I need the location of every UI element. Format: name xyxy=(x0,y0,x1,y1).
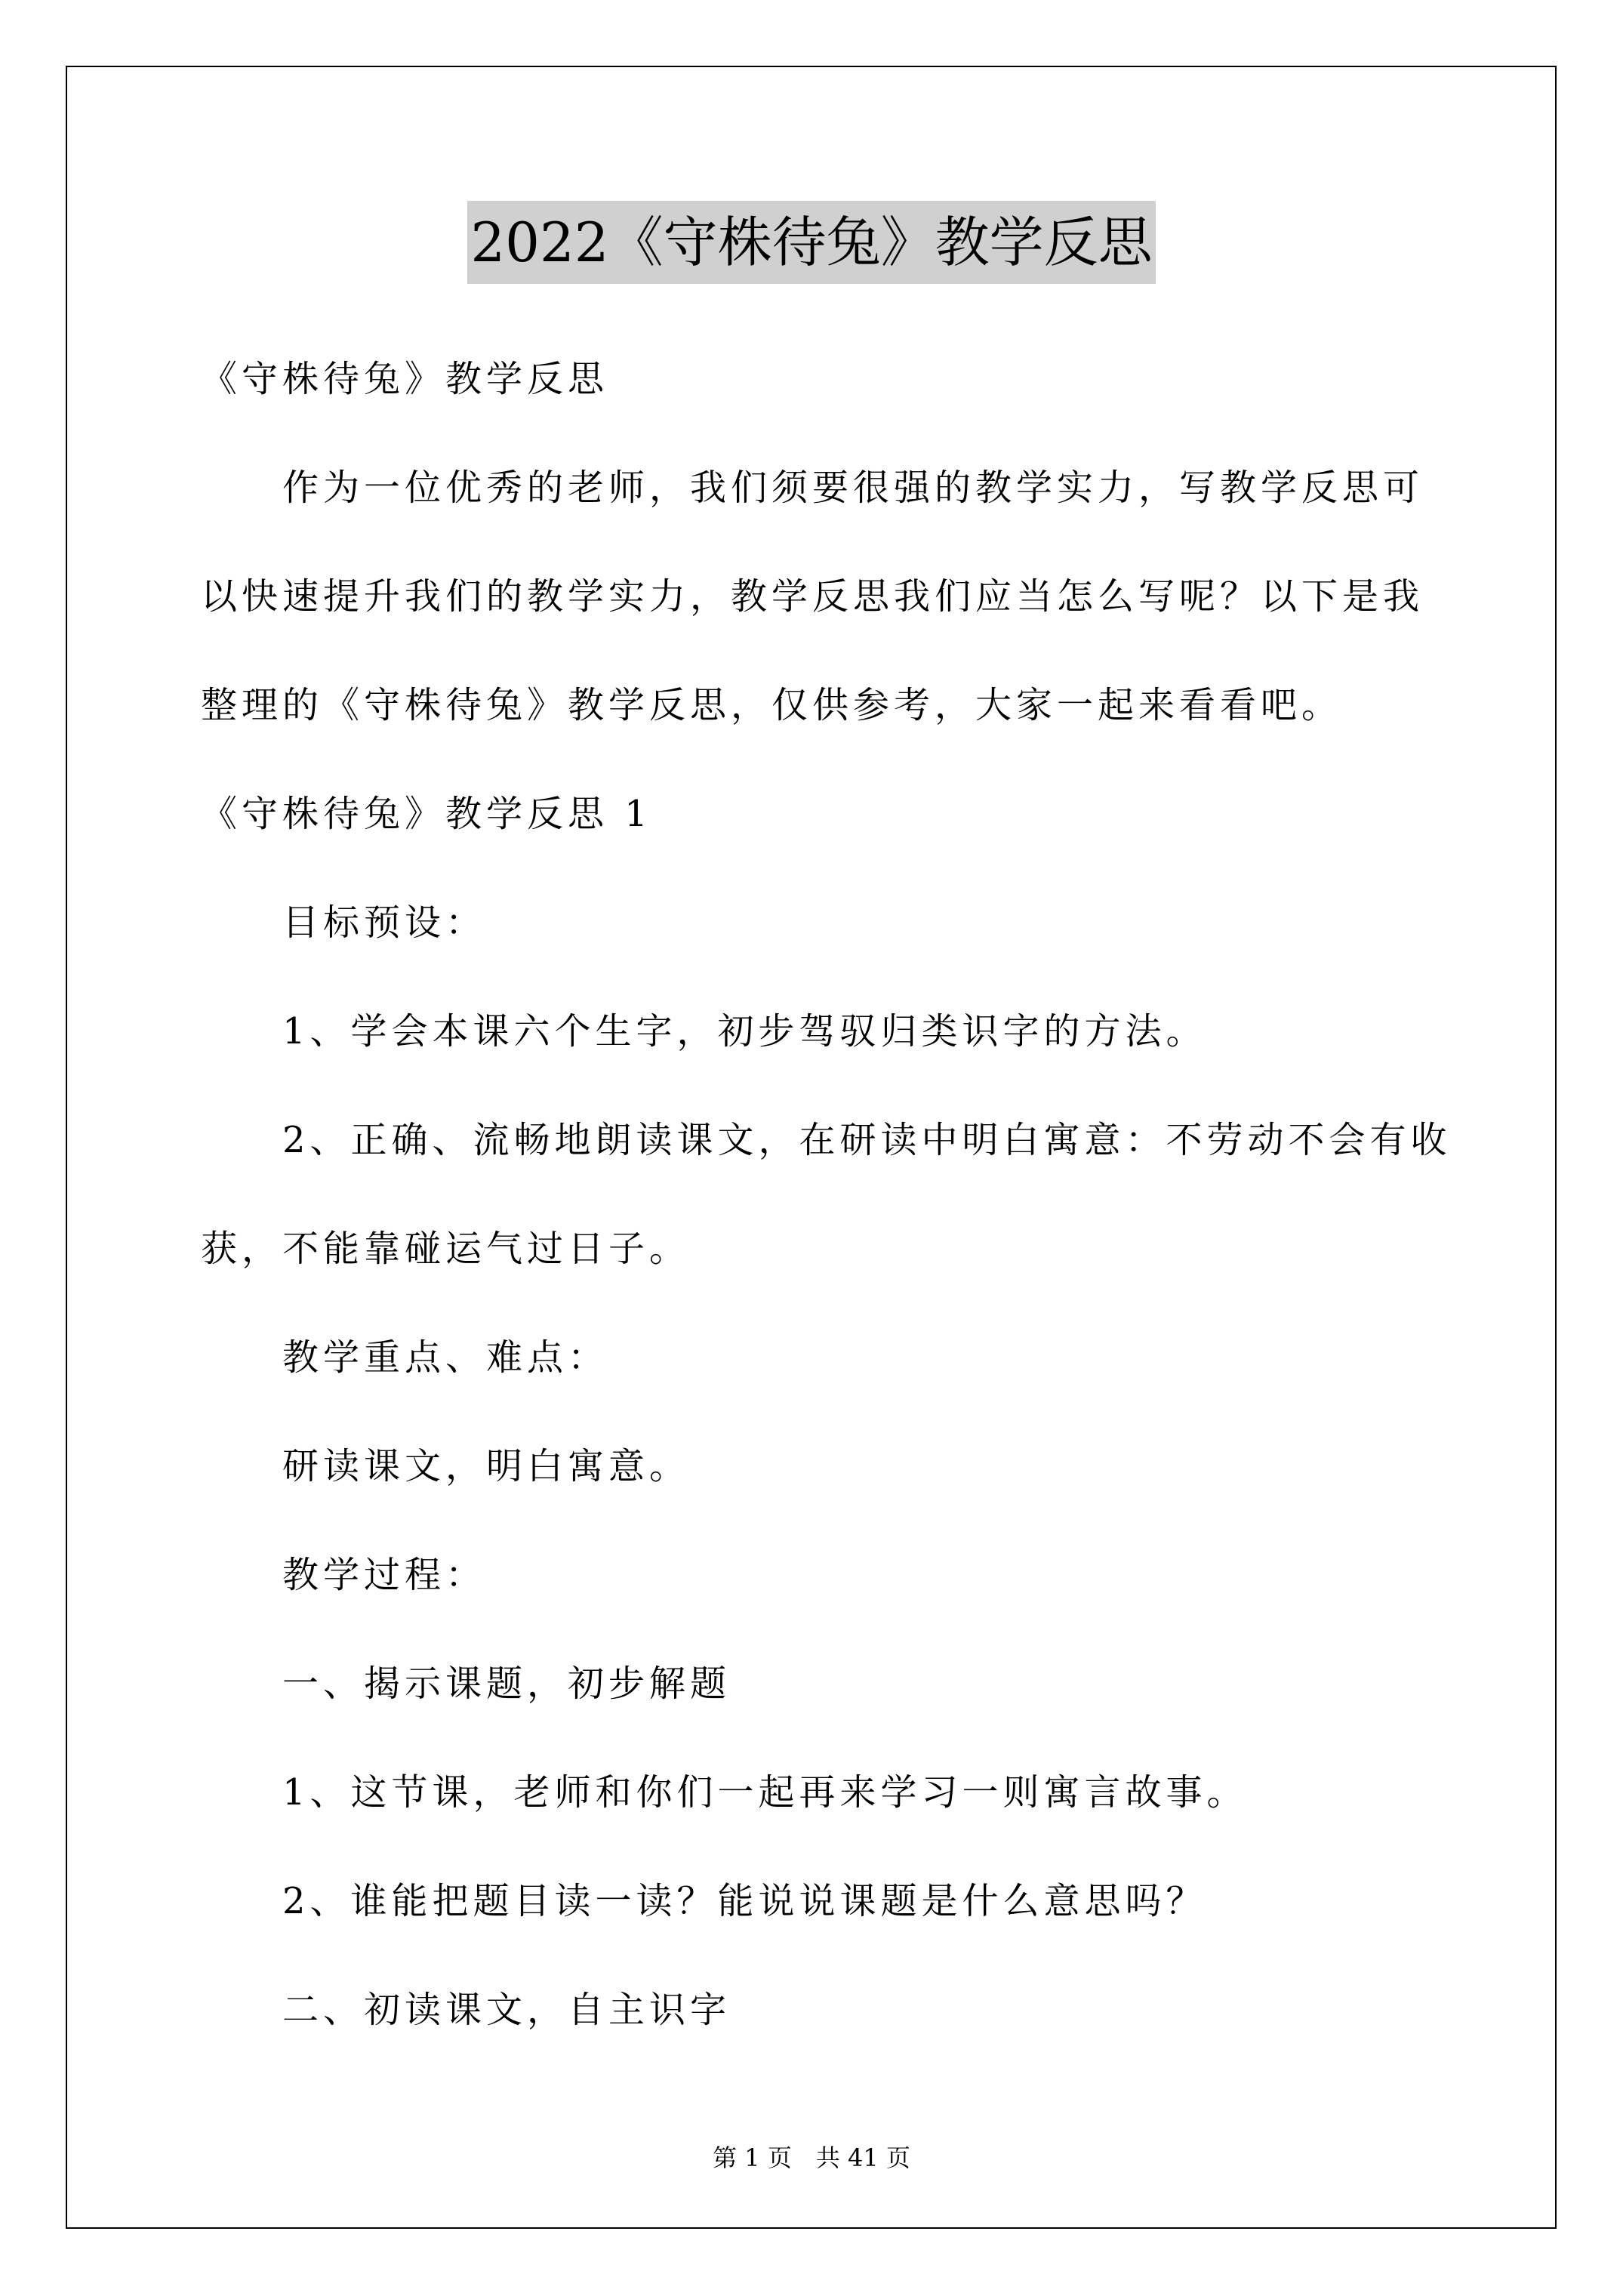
paragraph-line: 教学重点、难点： xyxy=(282,1336,609,1379)
paragraph-line: 作为一位优秀的老师，我们须要很强的教学实力，写教学反思可 xyxy=(282,467,1424,509)
paragraph-line: 整理的《守株待兔》教学反思，仅供参考，大家一起来看看吧。 xyxy=(201,684,1343,726)
paragraph-line: 以快速提升我们的教学实力，教学反思我们应当怎么写呢？以下是我 xyxy=(201,575,1424,618)
subtitle-line: 《守株待兔》教学反思 xyxy=(201,358,609,400)
title-container xyxy=(0,201,1623,284)
paragraph-line: 教学过程： xyxy=(282,1554,487,1596)
paragraph-line: 2、正确、流畅地朗读课文，在研读中明白寓意：不劳动不会有收 xyxy=(282,1119,1452,1161)
paragraph-line: 2、谁能把题目读一读？能说说课题是什么意思吗？ xyxy=(282,1880,1207,1922)
paragraph-line: 研读课文，明白寓意。 xyxy=(282,1445,691,1487)
paragraph-line: 目标预设： xyxy=(282,901,487,944)
paragraph-line: 1、学会本课六个生字，初步驾驭归类识字的方法。 xyxy=(282,1010,1207,1052)
paragraph-line: 获，不能靠碰运气过日子。 xyxy=(201,1228,691,1270)
paragraph-line: 一、揭示课题，初步解题 xyxy=(282,1663,731,1705)
paragraph-line: 1、这节课，老师和你们一起再来学习一则寓言故事。 xyxy=(282,1771,1248,1814)
page-footer: 第 1 页 共 41 页 xyxy=(713,2143,910,2172)
section-heading: 《守株待兔》教学反思 1 xyxy=(201,793,652,835)
paragraph-line: 二、初读课文，自主识字 xyxy=(282,1989,731,2031)
document-title: 2022《守株待兔》教学反思 xyxy=(467,201,1155,284)
